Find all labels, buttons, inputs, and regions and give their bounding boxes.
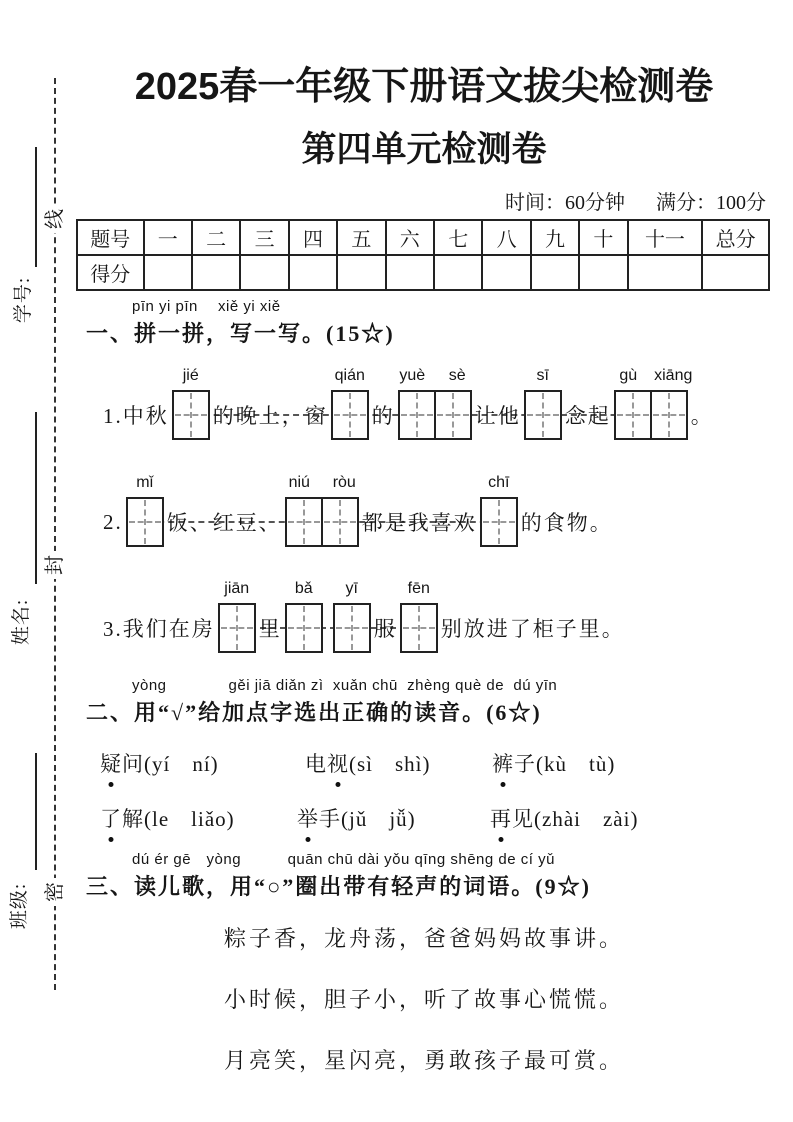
question-text: 2. [103, 509, 123, 534]
question-text: 的食物。 [520, 511, 613, 535]
word-item [305, 748, 431, 778]
dotted-character: 疑 [100, 748, 122, 778]
answer-box-group [172, 367, 210, 440]
seal-char-line: 线 [42, 205, 68, 233]
header-cell: 四 [289, 220, 337, 255]
pinyin-label: bǎ [294, 580, 313, 597]
dotted-character: 视 [327, 748, 349, 778]
word-item [492, 748, 615, 778]
header-cell: 六 [386, 220, 434, 255]
writing-box [434, 390, 472, 440]
question-text: 1.中秋 [103, 404, 169, 428]
poem-line-2: 小时候，胆子小，听了故事心慌慌。 [223, 987, 624, 1012]
answer-run [126, 474, 518, 547]
writing-box [614, 390, 652, 440]
score-cell [579, 255, 627, 290]
section-3-heading: 三、读儿歌，用“○”圈出带有轻声的词语。(9☆) [86, 874, 591, 899]
pinyin-label: sè [448, 367, 466, 384]
word-rest: 见 [512, 807, 534, 831]
section-1-heading-block [86, 295, 766, 348]
answer-box-group [614, 367, 693, 440]
question-text: 3.我们在房 [103, 617, 215, 641]
score-cell [386, 255, 434, 290]
header-cell: 十一 [628, 220, 703, 255]
dotted-character: 再 [490, 803, 512, 833]
pinyin-label: fēn [407, 580, 430, 597]
answer-box-group [398, 367, 472, 440]
question-3 [100, 580, 628, 654]
answer-box-group [331, 367, 369, 440]
word-item [100, 803, 235, 833]
section-2-pinyin: yòng gěi jiā diǎn zì xuǎn chū zhèng què de dú yīn [132, 677, 558, 694]
score-cell [240, 255, 288, 290]
header-cell: 题号 [77, 220, 144, 255]
header-cell: 八 [482, 220, 530, 255]
header-cell: 一 [144, 220, 192, 255]
word-rest: 电 [305, 752, 327, 776]
dotted-character: 了 [100, 803, 122, 833]
question-text: 别放进了柜子里。 [440, 617, 625, 641]
score-cell [531, 255, 579, 290]
word-rest: 解 [122, 807, 144, 831]
pronunciation-options: (zhài zài) [534, 807, 639, 831]
pinyin-label: sī [536, 367, 549, 384]
score-row [77, 255, 769, 290]
score-row-label: 得分 [77, 255, 144, 290]
header-cell: 二 [192, 220, 240, 255]
section-1-heading: 一、拼一拼，写一写。(15☆) [86, 321, 395, 346]
question-text: 让他 [474, 404, 521, 428]
poem-line-1: 粽子香，龙舟荡，爸爸妈妈故事讲。 [223, 926, 624, 951]
answer-box-group [400, 580, 438, 653]
student-id-label: 学号: [13, 276, 34, 324]
header-cell: 三 [240, 220, 288, 255]
full-score-label: 满分：100分 [656, 192, 766, 214]
pinyin-label: mǐ [136, 474, 154, 491]
score-cell [628, 255, 703, 290]
writing-box [321, 497, 359, 547]
header-cell: 十 [579, 220, 627, 255]
question-text: 服 [373, 617, 397, 641]
student-id-blank-line [35, 147, 37, 267]
word-item [297, 803, 416, 833]
answer-box-group [218, 580, 256, 653]
writing-box [285, 603, 323, 653]
writing-box [480, 497, 518, 547]
header-cell: 总分 [702, 220, 769, 255]
answer-run [218, 580, 438, 653]
writing-box [172, 390, 210, 440]
question-text: 的 [371, 404, 395, 428]
name-blank-line [35, 412, 37, 584]
pronunciation-options: (yí ní) [144, 752, 219, 776]
score-cell [192, 255, 240, 290]
seal-char-secret: 密 [42, 878, 68, 906]
pronunciation-options: (sì shì) [349, 752, 431, 776]
question-text: 都是我喜欢 [361, 511, 477, 535]
pinyin-label: qián [334, 367, 365, 384]
word-item [490, 803, 638, 833]
section-2-heading-block [86, 674, 766, 727]
header-cell: 五 [337, 220, 385, 255]
name-label: 姓名: [11, 598, 32, 646]
score-table [76, 219, 770, 291]
score-table-header-row [77, 220, 769, 255]
writing-box [333, 603, 371, 653]
pinyin-label: gù [619, 367, 638, 384]
question-text: 的晚上，窗 [212, 404, 328, 428]
time-label: 时间：60分钟 [505, 192, 625, 214]
section-3-heading-block [86, 848, 766, 901]
pinyin-label: niú [288, 474, 310, 491]
seal-char-seal: 封 [42, 551, 68, 579]
header-cell: 九 [531, 220, 579, 255]
poem-line-3: 月亮笑，星闪亮，勇敢孩子最可赏。 [223, 1048, 624, 1073]
answer-box-group [285, 580, 323, 653]
class-label: 班级: [9, 882, 30, 930]
page-title: 2025春一年级下册语文拔尖检测卷 [134, 66, 714, 108]
answer-box-group [285, 474, 359, 547]
score-cell [482, 255, 530, 290]
section-3-pinyin: dú ér gē yòng quān chū dài yǒu qīng shēng de cí yǔ [132, 851, 555, 868]
section-1-pinyin: pīn yi pīn xiě yi xiě [132, 298, 281, 315]
section-2-heading: 二、用“√”给加点字选出正确的读音。(6☆) [86, 700, 542, 725]
pronunciation-options: (jǔ jǚ) [341, 807, 416, 831]
pinyin-label: jié [182, 367, 199, 384]
pinyin-label: yī [345, 580, 358, 597]
question-1 [100, 367, 717, 441]
question-text: 。 [690, 404, 714, 428]
writing-box [400, 603, 438, 653]
page-subtitle: 第四单元检测卷 [301, 130, 547, 169]
writing-box [331, 390, 369, 440]
score-cell [337, 255, 385, 290]
answer-box-group [524, 367, 562, 440]
answer-run [172, 367, 693, 440]
question-text: 念起 [564, 404, 611, 428]
exam-info [76, 186, 766, 215]
word-rest: 子 [514, 752, 536, 776]
dotted-character: 举 [297, 803, 319, 833]
pronunciation-options: (le liǎo) [144, 807, 235, 831]
question-text: 饭、红豆、 [166, 511, 282, 535]
pronunciation-options: (kù tù) [536, 752, 616, 776]
header-cell: 七 [434, 220, 482, 255]
pinyin-label: chī [488, 474, 510, 491]
writing-box [650, 390, 688, 440]
answer-box-group [480, 474, 518, 547]
score-cell [144, 255, 192, 290]
writing-box [398, 390, 436, 440]
question-2 [100, 474, 616, 548]
pinyin-label: ròu [332, 474, 356, 491]
word-item [100, 748, 219, 778]
word-rest: 问 [122, 752, 144, 776]
pinyin-label: yuè [399, 367, 426, 384]
score-cell [434, 255, 482, 290]
class-blank-line [35, 753, 37, 870]
dotted-character: 裤 [492, 748, 514, 778]
score-cell [289, 255, 337, 290]
writing-box [218, 603, 256, 653]
pinyin-label: xiāng [654, 367, 693, 384]
writing-box [285, 497, 323, 547]
answer-box-group [333, 580, 371, 653]
writing-box [524, 390, 562, 440]
pinyin-label: jiān [224, 580, 250, 597]
word-rest: 手 [319, 807, 341, 831]
score-cell [702, 255, 769, 290]
answer-box-group [126, 474, 164, 547]
writing-box [126, 497, 164, 547]
question-text: 里 [258, 617, 282, 641]
